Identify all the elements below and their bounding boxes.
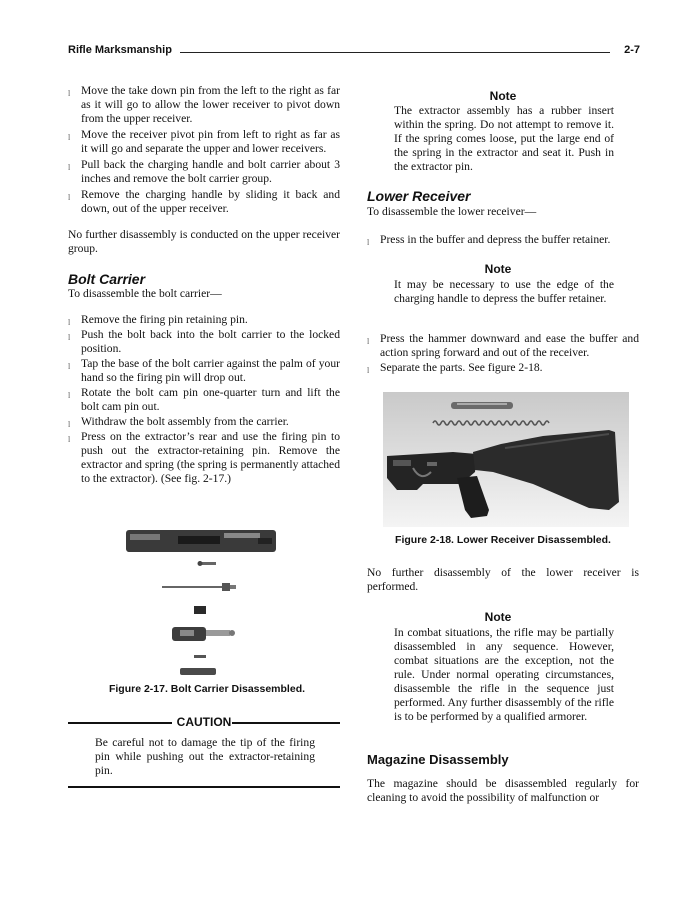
note-1-text: The extractor assembly has a rubber insert within the spring. Do not attempt to remove it. If the spring comes loose, put the large end of the spring in the extractor and seat it. Push in the extractor pin. bbox=[394, 104, 614, 173]
list-item: l Press on the extractor’s rear and use the firing pin to push out the extractor-retaining pin. Remove the extractor and spring (the spring is permanently attached to the extractor). (See fig. 2-17.) bbox=[68, 430, 340, 485]
upper-closing-paragraph: No further disassembly is conducted on the upper receiver group. bbox=[68, 228, 340, 255]
bullet-icon: l bbox=[68, 163, 71, 172]
extractor-part bbox=[180, 655, 216, 675]
magazine-paragraph: The magazine should be disassembled regularly for cleaning to avoid the possibility of malfunction or bbox=[367, 777, 639, 804]
note-3-title: Note bbox=[484, 610, 512, 624]
bullet-icon: l bbox=[367, 337, 370, 346]
bolt-carrier-part bbox=[126, 530, 276, 552]
bolt-steps-list bbox=[68, 313, 340, 486]
cam-pin-part bbox=[198, 561, 217, 566]
bullet-icon: l bbox=[68, 435, 71, 444]
bolt-carrier-heading: Bolt Carrier bbox=[68, 271, 146, 287]
caution-title: CAUTION bbox=[176, 715, 232, 729]
note-3-text: In combat situations, the rifle may be partially disassembled in any sequence. However, combat situations are the exception, not the rule. Under normal operating circumstances, disassemble the rifle in the sequence just performed. Any further disassembly of the rifle is to be performed by a qualified armorer. bbox=[394, 626, 614, 723]
bullet-icon: l bbox=[68, 362, 71, 371]
bullet-icon: l bbox=[68, 89, 71, 98]
lower-closing-paragraph: No further disassembly of the lower receiver is performed. bbox=[367, 566, 639, 593]
caution-rule-right bbox=[232, 722, 340, 724]
header-title: Rifle Marksmanship bbox=[68, 44, 172, 56]
bolt-assembly-part bbox=[172, 627, 235, 641]
bullet-icon: l bbox=[68, 391, 71, 400]
list-item: l Press the hammer downward and ease the buffer and action spring forward and out of the receiver. bbox=[367, 332, 639, 359]
bullet-icon: l bbox=[68, 420, 71, 429]
list-item: l Press in the buffer and depress the buffer retainer. bbox=[367, 233, 639, 247]
page-number: 2-7 bbox=[624, 44, 640, 56]
lower-intro: To disassemble the lower receiver— bbox=[367, 205, 537, 218]
list-item: l Rotate the bolt cam pin one-quarter turn and lift the bolt cam pin out. bbox=[68, 386, 340, 413]
bolt-carrier-disassembled-figure bbox=[118, 524, 288, 682]
magazine-disassembly-heading: Magazine Disassembly bbox=[367, 752, 509, 767]
lower-steps-list bbox=[367, 332, 639, 375]
caution-bottom-rule bbox=[68, 786, 340, 788]
figure-2-18-caption: Figure 2-18. Lower Receiver Disassembled. bbox=[395, 534, 611, 546]
buffer-part bbox=[451, 402, 513, 409]
figure-2-17-caption: Figure 2-17. Bolt Carrier Disassembled. bbox=[108, 683, 306, 695]
list-item: l Separate the parts. See figure 2-18. bbox=[367, 361, 639, 375]
bullet-icon: l bbox=[68, 318, 71, 327]
lower-receiver-disassembled-figure bbox=[383, 392, 629, 527]
note-2-text: It may be necessary to use the edge of the charging handle to depress the buffer retainer. bbox=[394, 278, 614, 305]
header-rule bbox=[180, 52, 610, 53]
left-column bbox=[68, 84, 340, 486]
list-item: l Remove the charging handle by sliding it back and down, out of the upper receiver. bbox=[68, 188, 340, 215]
list-item: l Withdraw the bolt assembly from the carrier. bbox=[68, 415, 340, 429]
bullet-icon: l bbox=[68, 333, 71, 342]
bullet-icon: l bbox=[367, 366, 370, 375]
list-item: l Move the receiver pivot pin from left to right as far as it will go and separate the upper and lower receivers. bbox=[68, 128, 340, 155]
bolt-intro: To disassemble the bolt carrier— bbox=[68, 287, 222, 300]
retaining-pin-part bbox=[194, 606, 206, 614]
list-item: l Tap the base of the bolt carrier against the palm of your hand so the firing pin will drop out. bbox=[68, 357, 340, 384]
upper-steps-list bbox=[68, 84, 340, 216]
note-1-title: Note bbox=[489, 89, 517, 103]
note-2-title: Note bbox=[484, 262, 512, 276]
list-item: l Remove the firing pin retaining pin. bbox=[68, 313, 340, 327]
caution-text: Be careful not to damage the tip of the firing pin while pushing out the extractor-retaining pin. bbox=[95, 736, 315, 777]
list-item: l Push the bolt back into the bolt carrier to the locked position. bbox=[68, 328, 340, 355]
caution-banner bbox=[68, 716, 340, 730]
lower-receiver-heading: Lower Receiver bbox=[367, 188, 471, 204]
firing-pin-part bbox=[162, 583, 236, 591]
list-item: l Move the take down pin from the left to the right as far as it will go to allow the lower receiver to pivot down from the upper receiver. bbox=[68, 84, 340, 125]
list-item: l Pull back the charging handle and bolt carrier about 3 inches and remove the bolt carrier group. bbox=[68, 158, 340, 185]
bullet-icon: l bbox=[68, 193, 71, 202]
bullet-icon: l bbox=[68, 133, 71, 142]
running-header bbox=[68, 44, 640, 60]
bullet-icon: l bbox=[367, 238, 370, 247]
